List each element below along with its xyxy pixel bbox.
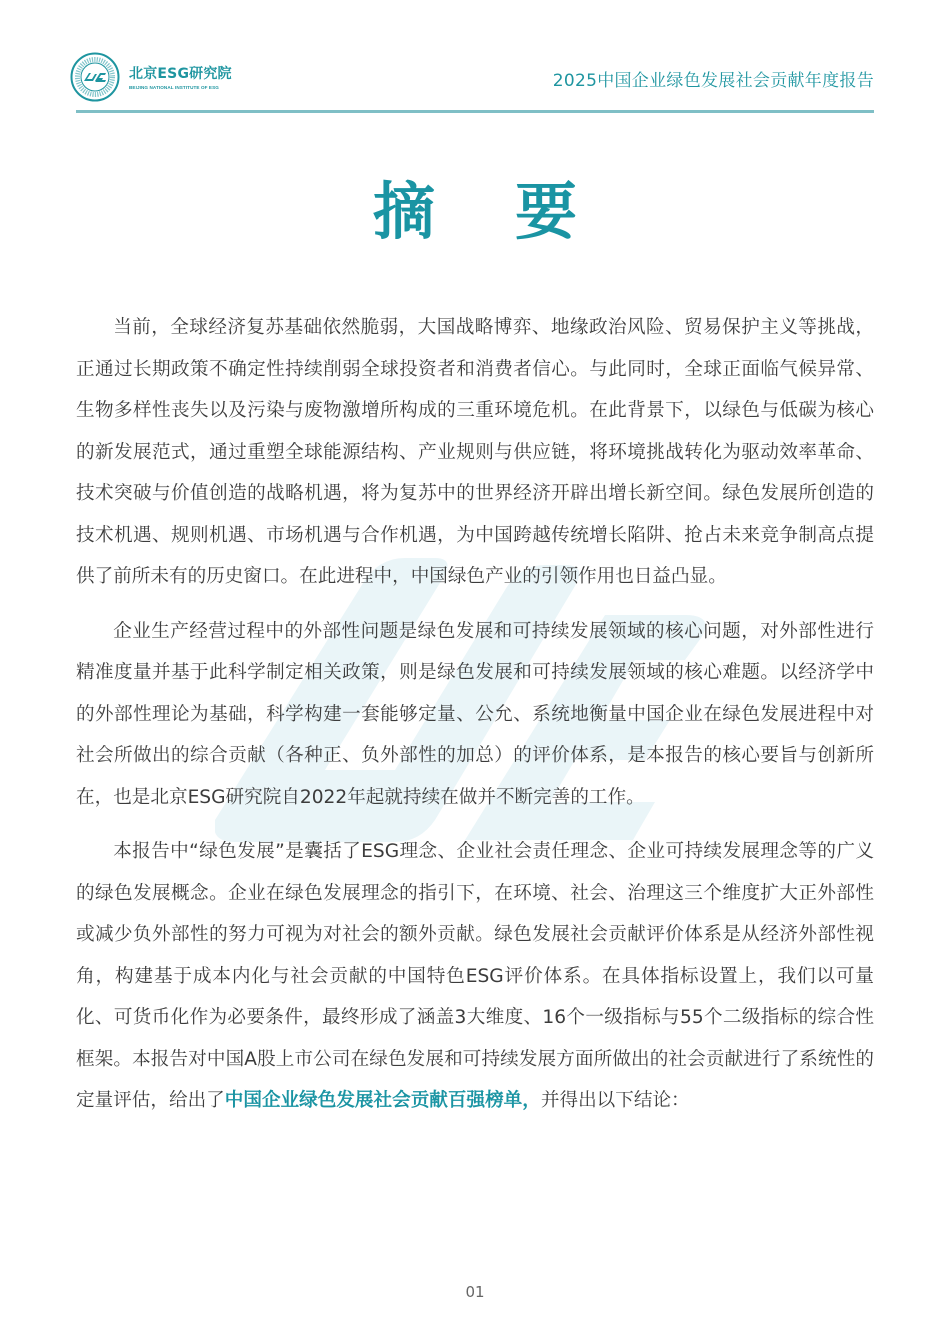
page-header	[0, 0, 950, 115]
paragraph-3-ending: 并得出以下结论：	[540, 1090, 690, 1111]
paragraph-2: 企业生产经营过程中的外部性问题是绿色发展和可持续发展领域的核心问题，对外部性进行精准度量并基于此科学制定相关政策，则是绿色发展和可持续发展领域的核心难题。以经济学中的外部性理论为基础，科学构建一套能够定量、公允、系统地衡量中国企业在绿色发展进程中对社会所做出的综合贡献（各种正、负外部性的加总）的评价体系，是本报告的核心要旨与创新所在，也是北京ESG研究院自2022年起就持续在做并不断完善的工作。	[76, 620, 874, 808]
report-title: 2025中国企业绿色发展社会贡献年度报告	[552, 71, 874, 91]
top-100-ranking-highlight: 中国企业绿色发展社会贡献百强榜单，	[224, 1090, 541, 1111]
org-name-cn: 北京ESG研究院	[129, 65, 232, 82]
abstract-body	[76, 307, 874, 1135]
paragraph-1: 当前，全球经济复苏基础依然脆弱，大国战略博弈、地缘政治风险、贸易保护主义等挑战，正通过长期政策不确定性持续削弱全球投资者和消费者信心。与此同时，全球正面临气候异常、生物多样性丧失以及污染与废物激增所构成的三重环境危机。在此背景下，以绿色与低碳为核心的新发展范式，通过重塑全球能源结构、产业规则与供应链，将环境挑战转化为驱动效率革命、技术突破与价值创造的战略机遇，将为复苏中的世界经济开辟出增长新空间。绿色发展所创造的技术机遇、规则机遇、市场机遇与合作机遇，为中国跨越传统增长陷阱、抢占未来竞争制高点提供了前所未有的历史窗口。在此进程中，中国绿色产业的引领作用也日益凸显。	[76, 317, 874, 587]
esg-institute-logo-icon	[70, 52, 120, 102]
header-divider	[76, 110, 874, 113]
page-title: 摘要	[372, 175, 657, 248]
paragraph-3-text: 本报告中“绿色发展”是囊括了ESG理念、企业社会责任理念、企业可持续发展理念等的广义的绿色发展概念。企业在绿色发展理念的指引下，在环境、社会、治理这三个维度扩大正外部性或减少负外部性的努力可视为对社会的额外贡献。绿色发展社会贡献评价体系是从经济外部性视角，构建基于成本内化与社会贡献的中国特色ESG评价体系。在具体指标设置上，我们以可量化、可货币化作为必要条件，最终形成了涵盖3大维度、16个一级指标与55个二级指标的综合性框架。本报告对中国A股上市公司在绿色发展和可持续发展方面所做出的社会贡献进行了系统性的定量评估，给出了	[76, 841, 874, 1111]
org-logo	[70, 52, 232, 102]
page-number: 01	[465, 1283, 485, 1301]
paragraph-3	[76, 831, 874, 1122]
org-name-en: BEIJING NATIONAL INSTITUTE OF ESG	[129, 84, 219, 90]
